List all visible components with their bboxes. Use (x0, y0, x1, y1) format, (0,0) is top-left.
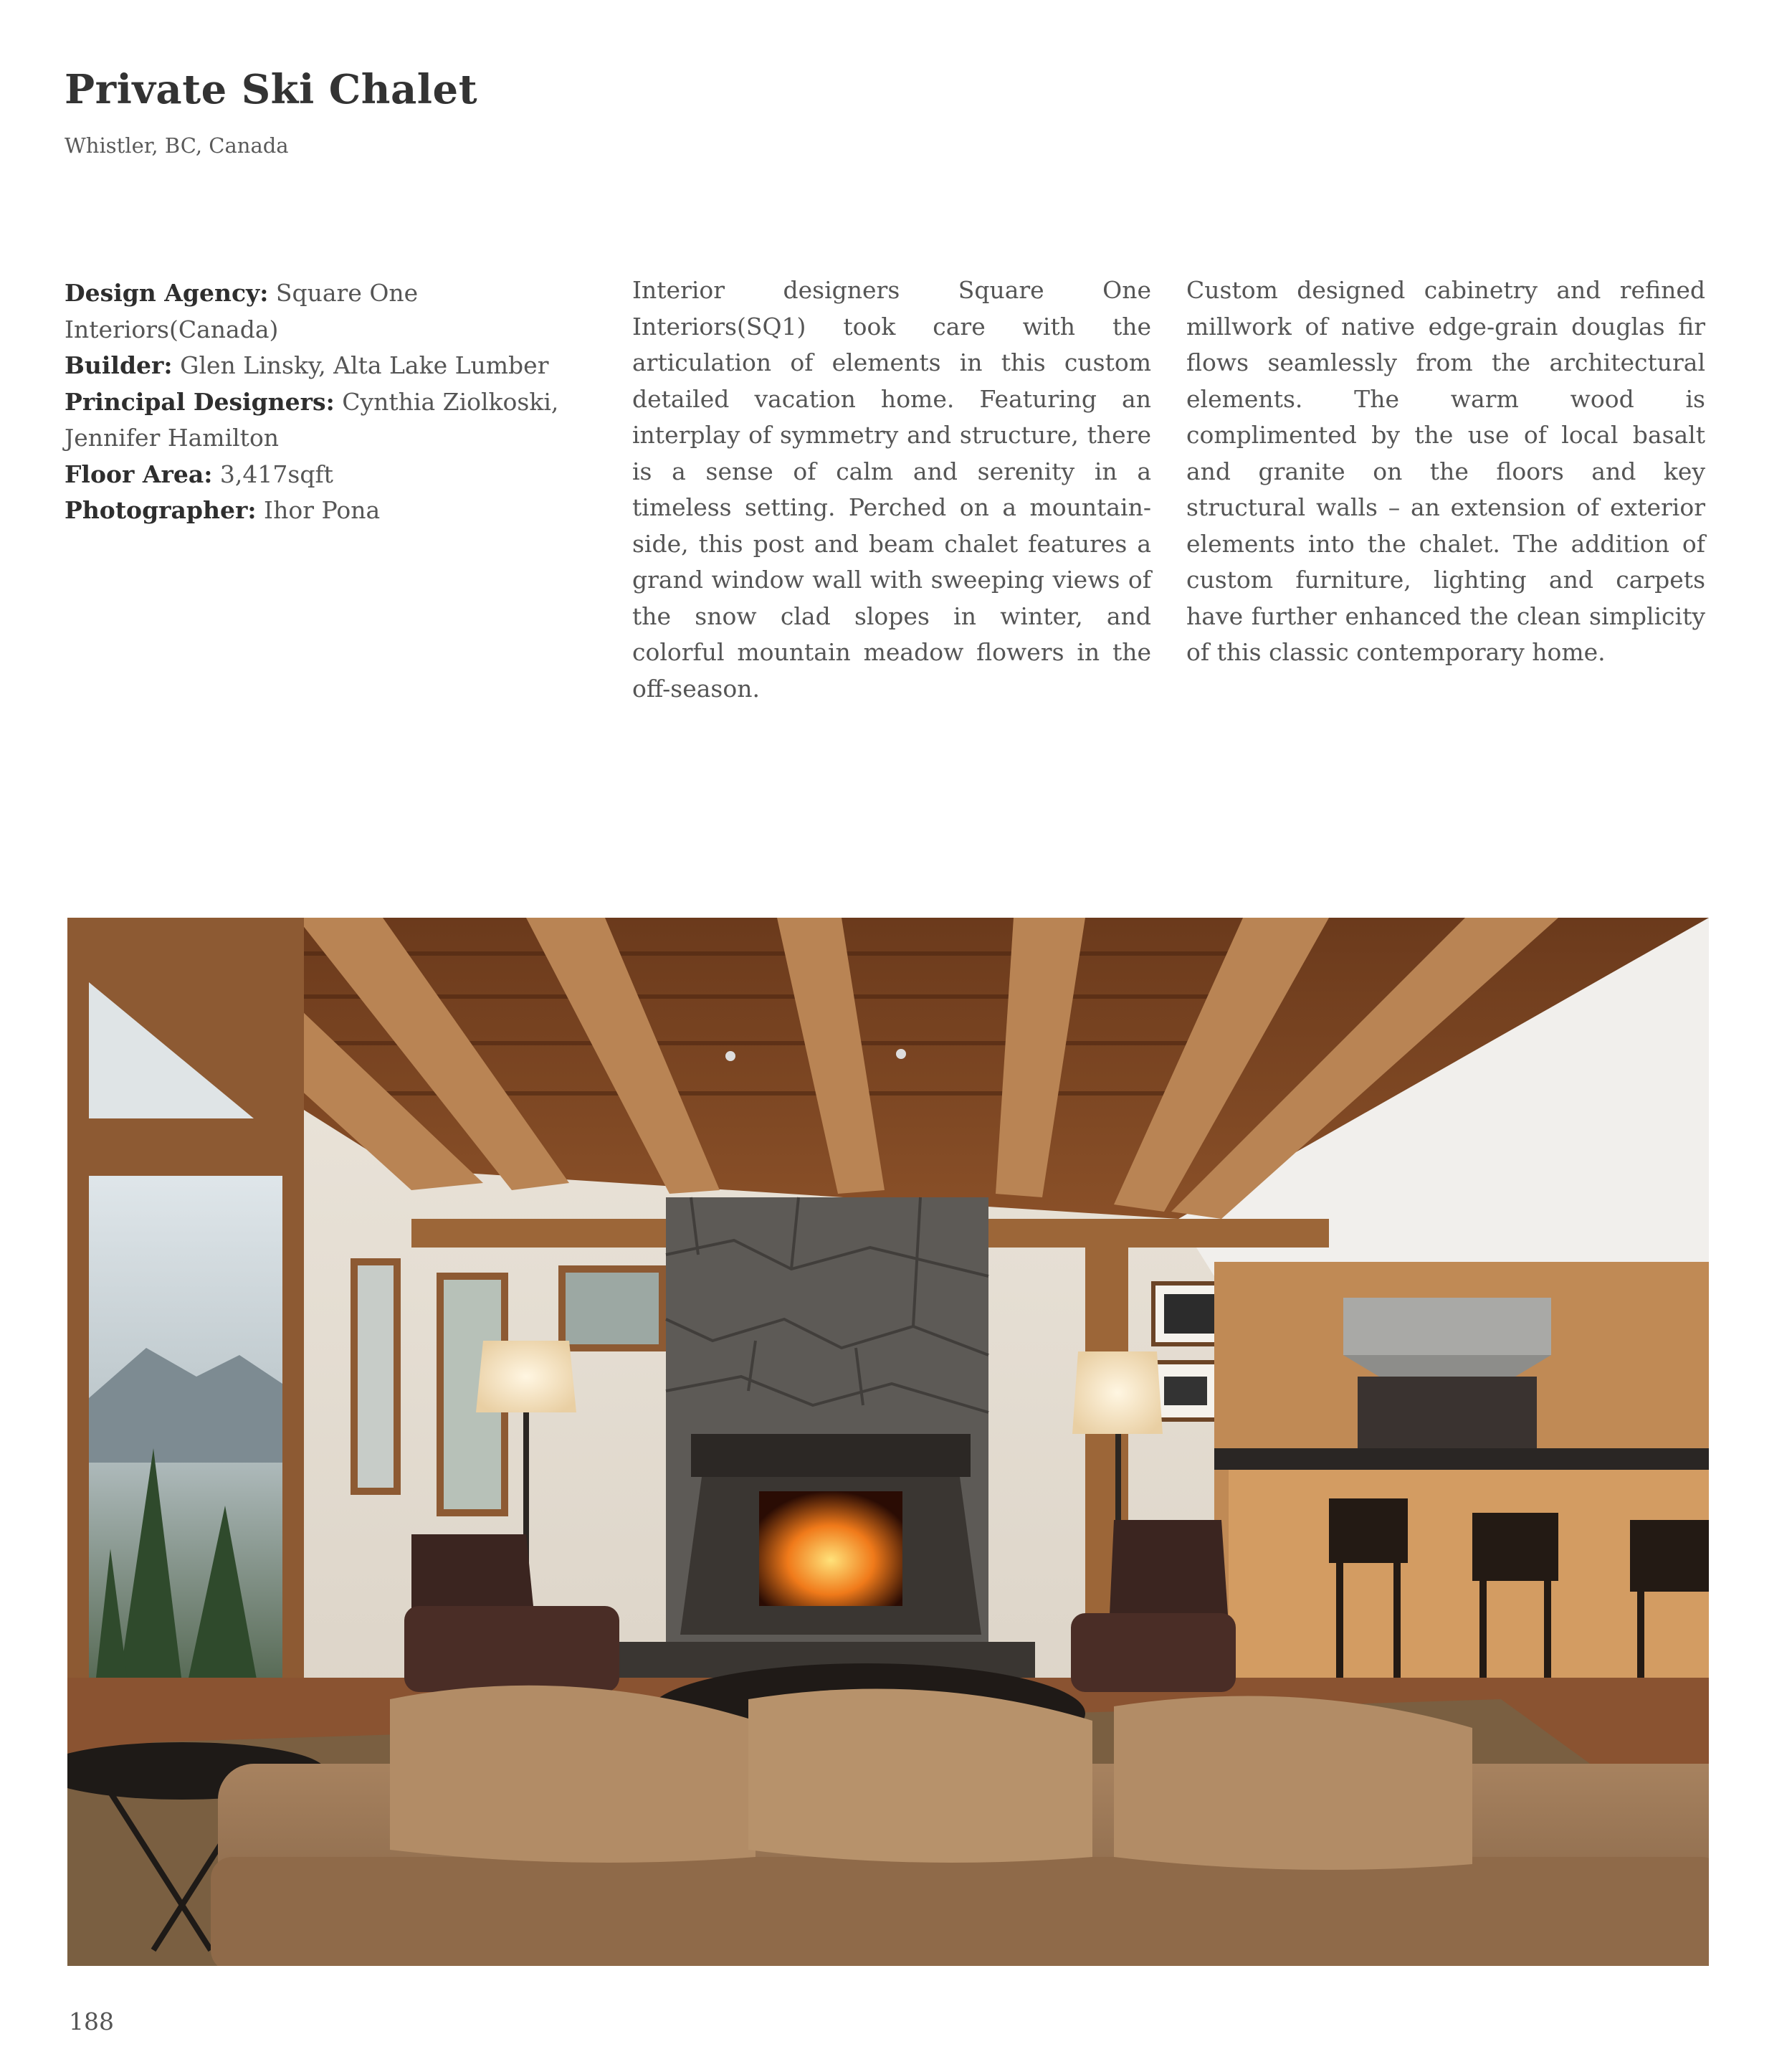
body-paragraph-2: Custom designed cabinetry and refined millwork of native edge-grain douglas fir flows seamlessly from the architectural elements. The warm wood is complimented by the use of local basalt and granite on the floors and key structural walls – an extension of exterior elements into the chalet. The addition of custom furniture, lighting and carpets have further enhanced the clean simplicity of this classic contemporary home. (1186, 276, 1705, 666)
credit-value: 3,417sqft (212, 460, 333, 488)
page-title: Private Ski Chalet (65, 66, 478, 113)
credit-value: Glen Linsky, Alta Lake Lumber (172, 351, 549, 379)
credit-photographer (65, 493, 595, 529)
credit-label: Photographer: (65, 496, 257, 524)
credit-builder (65, 348, 595, 384)
credit-value: Ihor Pona (256, 496, 381, 524)
location-subtitle: Whistler, BC, Canada (65, 133, 289, 158)
chalet-interior-photo (67, 918, 1709, 1966)
credit-label: Principal Designers: (65, 387, 335, 416)
credit-value: Square One Interiors(Canada) (65, 279, 419, 343)
credit-design-agency (65, 275, 595, 348)
credit-label: Floor Area: (65, 460, 213, 488)
credit-floor-area (65, 457, 595, 493)
body-paragraph-1: Interior designers Square One Interiors(SQ1) took care with the articulation of elements in this custom detailed vacation home. Featuring an interplay of symmetry and structure, there is a sense of calm and serenity in a timeless setting. Perched on a mountain-side, this post and beam chalet features a grand window wall with sweeping views of the snow clad slopes in winter, and colorful mountain meadow flowers in the off-season. (632, 276, 1151, 703)
credit-label: Design Agency: (65, 279, 269, 307)
project-credits (65, 275, 595, 529)
credit-value: Cynthia Ziolkoski, Jennifer Hamilton (65, 387, 559, 452)
living-room-illustration (67, 918, 1709, 1966)
credit-principal-designers (65, 384, 595, 457)
page-number: 188 (69, 2007, 114, 2035)
credit-label: Builder: (65, 351, 173, 379)
